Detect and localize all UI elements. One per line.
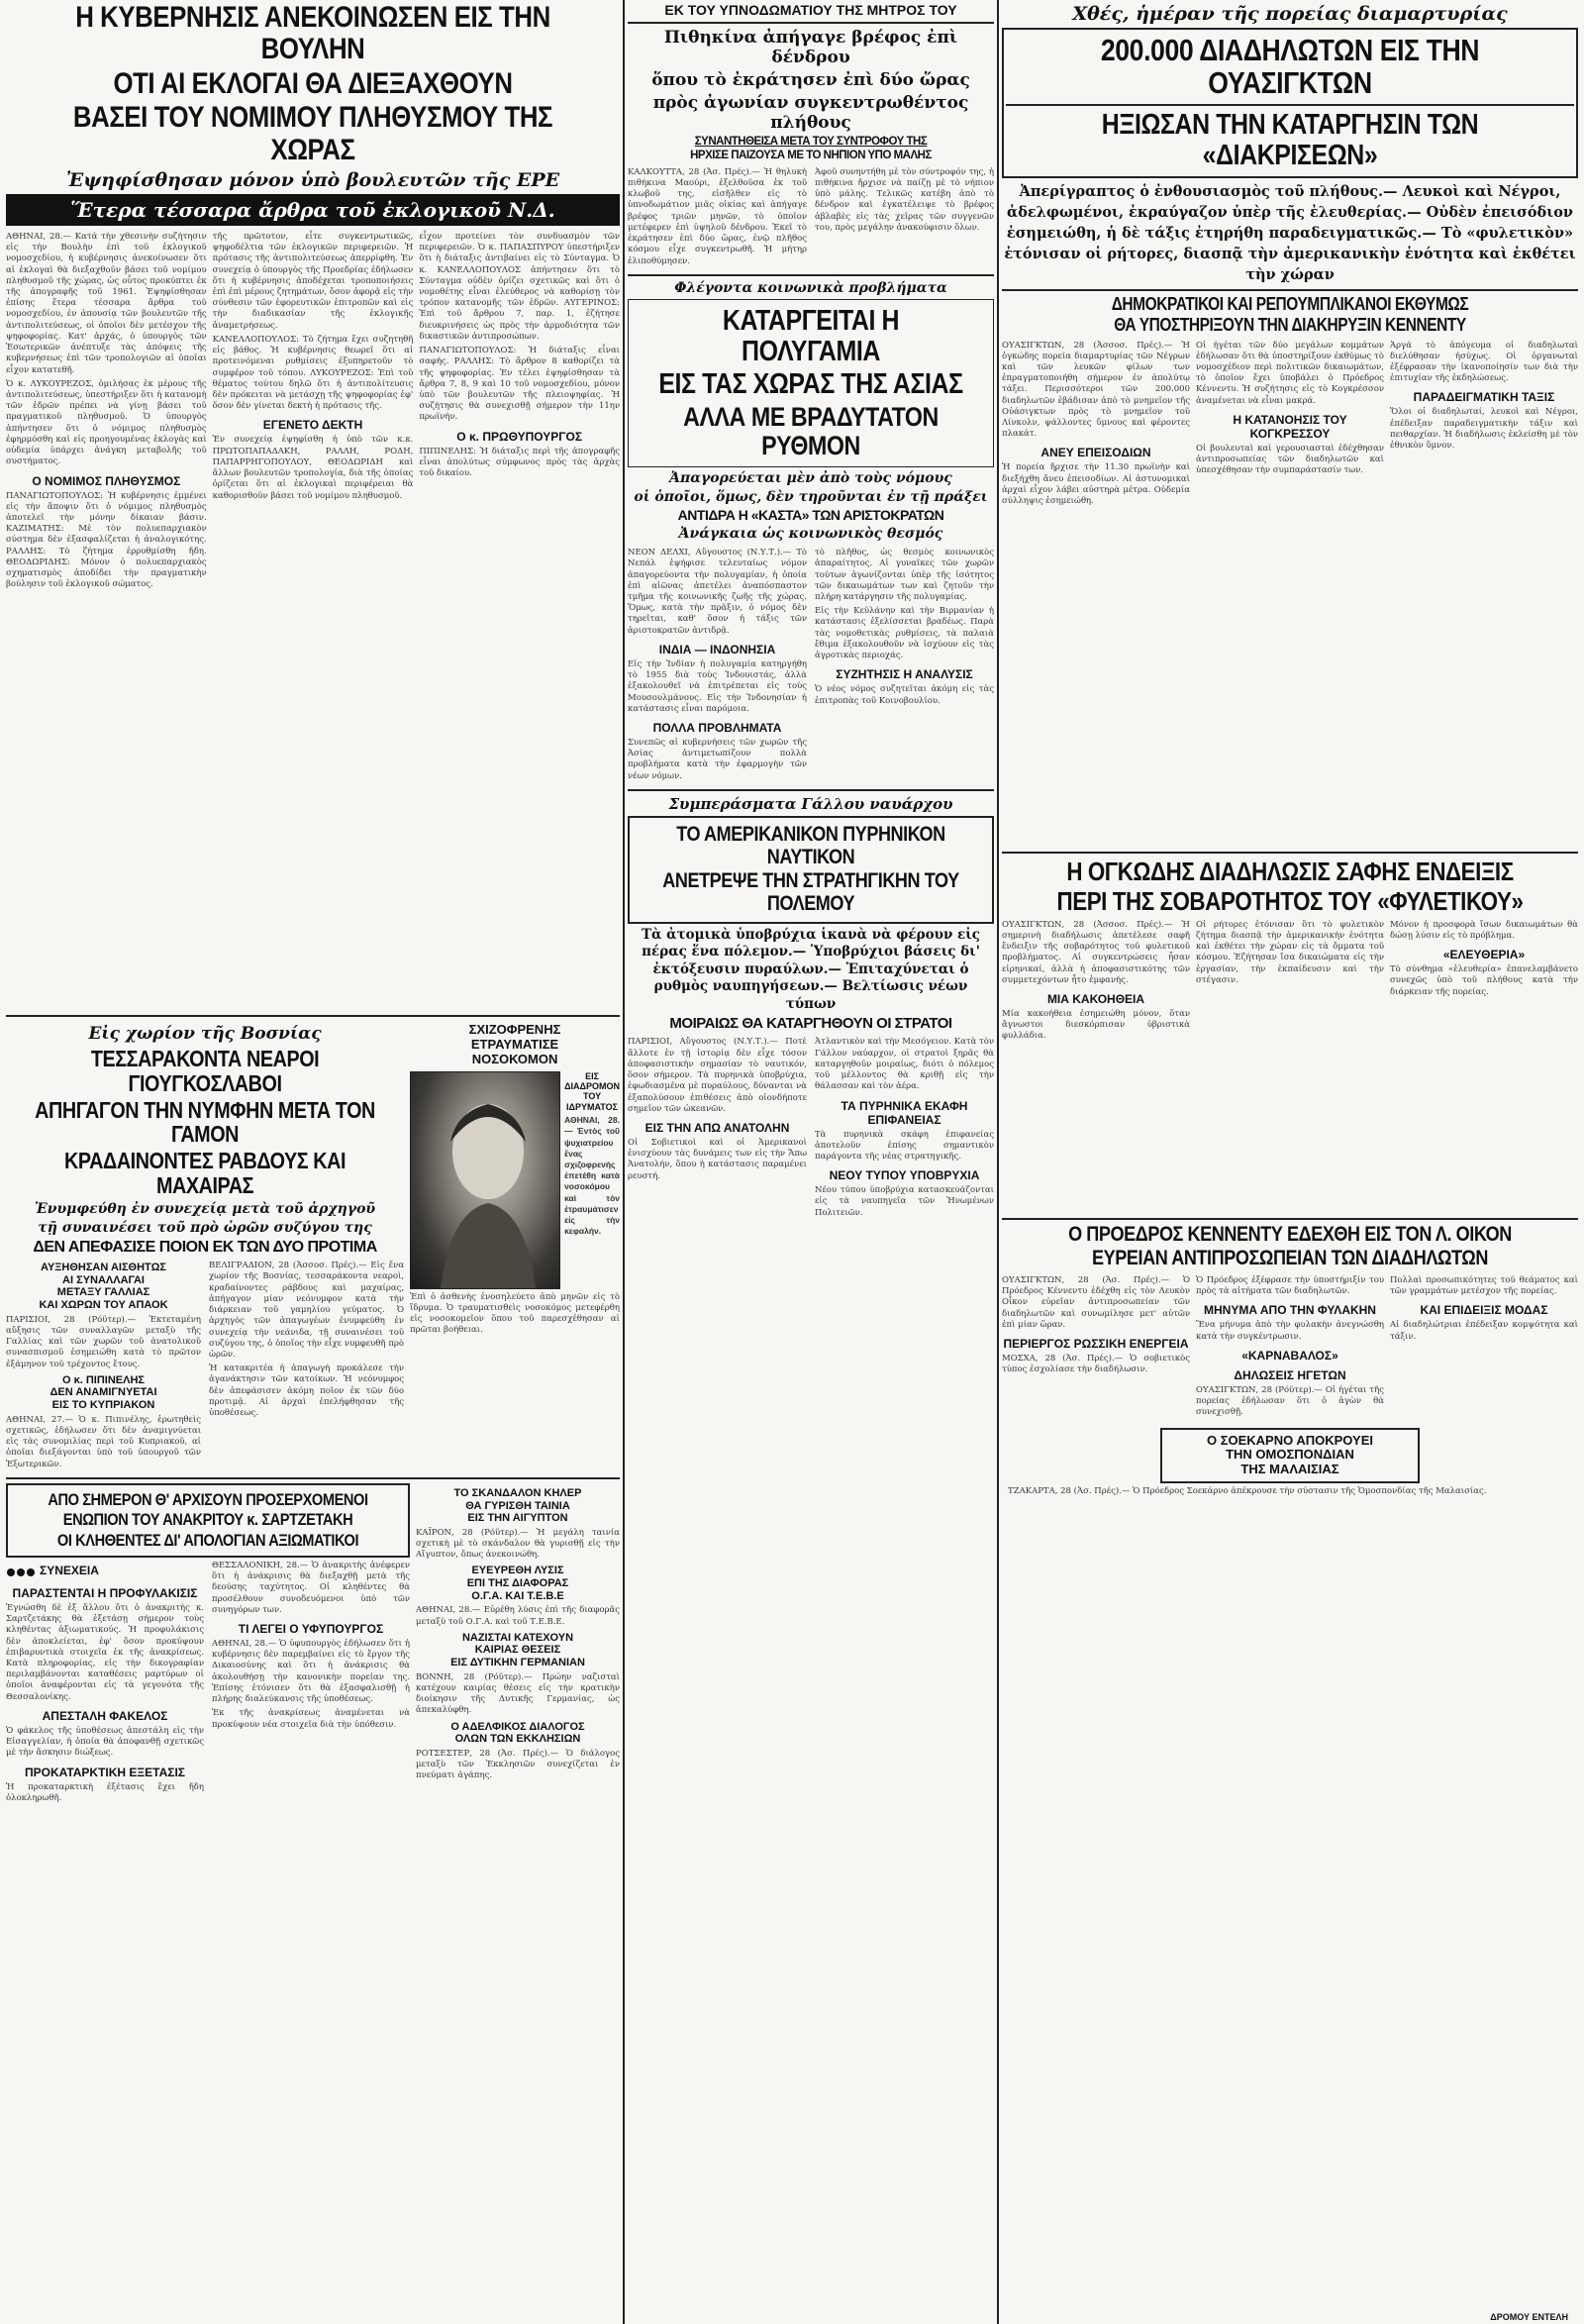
divider (6, 1477, 620, 1479)
demo-headline-2: ΠΕΡΙ ΤΗΣ ΣΟΒΑΡΟΤΗΤΟΣ ΤΟΥ «ΦΥΛΕΤΙΚΟΥ» (1056, 885, 1524, 916)
brief-line: ΑΙ ΣΥΝΑΛΛΑΓΑΙ (62, 1273, 145, 1286)
parties-article (1002, 295, 1578, 848)
section-heading: ΤΑ ΠΥΡΗΝΙΚΑ ΕΚΑΦΗ ΕΠΙΦΑΝΕΙΑΣ (841, 1098, 968, 1127)
body-text: ΑΘΗΝΑΙ, 28.— Εὑρέθη λύσις ἐπὶ τῆς διαφορᾶς μεταξὺ τοῦ Ο.Γ.Α. καὶ τοῦ Τ.Ε.Β.Ε. (416, 1605, 620, 1627)
section-heading: ΜΗΝΥΜΑ ΑΠΟ ΤΗΝ ΦΥΛΑΚΗΝ (1204, 1303, 1376, 1318)
headline-line: ΚΑΙΡΙΑΣ ΘΕΣΕΙΣ (474, 1644, 561, 1657)
body-text: ΑΘΗΝΑΙ, 28.— Ἐντὸς τοῦ ψυχιατρείου ἕνας σχιζοφρενὴς ἐπετέθη κατὰ νοσοκόμου καὶ τὸν ἐτραυμάτισεν εἰς τὴν κεφαλήν. (564, 1115, 620, 1237)
lead-body (6, 229, 620, 1011)
body-text: Πολλαὶ προσωπικότητες τοῦ θεάματος καὶ τῶν γραμμάτων μετέσχον τῆς πορείας. (1390, 1275, 1578, 1297)
body-text: Ἡ προκαταρκτικὴ ἐξέτασις ἔχει ἤδη ὁλοκληρωθῆ. (6, 1781, 204, 1803)
body-text: ΘΕΣΣΑΛΟΝΙΚΗ, 28.— Ὁ ἀνακριτὴς ἀνέφερεν ὅτι ἡ ἀνάκρισις θὰ διεξαχθῇ μετὰ τῆς δεούσης ταχύτητος. Οἱ κληθέντες θὰ προσέλθουν συνοδευόμενοι ὑπὸ τῶν συνηγόρων των. (212, 1560, 410, 1615)
body-text: Ἀργά τὸ ἀπόγευμα οἱ διαδηλωταὶ διελύθησαν ἡσύχως. Οἱ ὀργανωταὶ ἐξέφρασαν τὴν ἱκανοποίησίν των διὰ τὴν ἐπιτυχίαν τῆς ἐκδηλώσεως. (1390, 340, 1578, 384)
trial-body (6, 1558, 410, 1807)
divider (1002, 1218, 1578, 1220)
lead-headline-3: ΒΑΣΕΙ ΤΟΥ ΝΟΜΙΜΟΥ ΠΛΗΘΥΣΜΟΥ ΤΗΣ ΧΩΡΑΣ (72, 101, 553, 166)
march-article (1002, 3, 1578, 285)
bosnia-subhead-3: ΔΕΝ ΑΠΕΦΑΣΙΣΕ ΠΟΙΟΝ ΕΚ ΤΩΝ ΔΥΟ ΠΡΟΤΙΜΑ (33, 1238, 377, 1256)
divider (628, 789, 994, 791)
nazis-headline (416, 1632, 620, 1669)
section-heading: ΜΙΑ ΚΑΚΟΗΘΕΙΑ (1046, 991, 1145, 1006)
storm-article (628, 2, 994, 270)
headline-line: ΕΤΡΑΥΜΑΤΙΣΕ (470, 1036, 559, 1052)
navy-article (628, 795, 994, 1222)
demo-body (1002, 917, 1578, 1214)
trial-headline-3: ΟΙ ΚΛΗΘΕΝΤΕΣ ΔΙ' ΑΠΟΛΟΓΙΑΝ ΑΞΙΩΜΑΤΙΚΟΙ (56, 1530, 359, 1550)
body-text: Ἐπὶ ὁ ἀσθενὴς ἐνοσηλεύετο ἀπὸ μηνῶν εἰς τὸ ἵδρυμα. Ὁ τραυματισθεὶς νοσοκόμος μετεφέρθη εἰς νοσοκομεῖον ὅπου τοῦ παρεσχέθησαν αἱ πρῶται βοήθειαι. (410, 1291, 620, 1336)
body-text: ΠΑΝΑΓΙΩΤΟΠΟΥΛΟΣ: Ἡ διάταξις εἶναι σαφής. ΡΑΛΛΗΣ: Τὸ ἄρθρον 8 καθορίζει τὰ τῆς ψηφοφορίας. Ἐν τέλει ἐψηφίσθησαν τὰ ἄρθρα 7, 8, 9 καὶ 10 τοῦ νομοσχεδίου, μόνον ὑπὸ τῶν βουλευτῶν τῆς πλειοψηφίας. Ἡ συζήτησις θὰ συνεχισθῇ σήμερον τὴν 11ην πρωϊνήν. (419, 346, 620, 423)
body-text: Ἀτλαντικὸν καὶ τὴν Μεσόγειον. Κατὰ τὸν Γάλλον ναύαρχον, οἱ στρατοὶ ξηρᾶς θὰ καταργηθοῦν μοιραίως, διότι ὁ πόλεμος τοῦ μέλλοντος θὰ κριθῇ εἰς τὴν θάλασσαν καὶ τὸν ἀέρα. (815, 1037, 994, 1092)
bosnia-subhead-2: τῇ συναινέσει τοῦ πρὸ ὡρῶν συζύγου της (38, 1219, 372, 1236)
section-heading: ΕΙΣ ΤΗΝ ΑΠΩ ΑΝΑΤΟΛΗΝ (644, 1121, 790, 1135)
trial-article (6, 1483, 410, 1807)
oga-headline (416, 1565, 620, 1602)
section-heading: ΤΙ ΛΕΓΕΙ Ο ΥΦΥΠΟΥΡΓΟΣ (238, 1622, 384, 1637)
churches-headline (416, 1721, 620, 1746)
section-heading: ΠΑΡΑΣΤΕΝΤΑΙ Η ΠΡΟΦΥΛΑΚΙΣΙΣ (12, 1585, 198, 1600)
photo-row (410, 1071, 620, 1289)
section-heading: «ΚΑΡΝΑΒΑΛΟΣ» (1241, 1348, 1338, 1363)
section-heading: Η ΚΑΤΑΝΟΗΣΙΣ ΤΟΥ ΚΟΓΚΡΕΣΣΟΥ (1233, 412, 1347, 441)
lower-right-briefs (416, 1483, 620, 1807)
trial-headline-box (6, 1483, 410, 1558)
storm-body (628, 164, 994, 270)
section-heading: ΑΝΕΥ ΕΠΕΙΣΟΔΙΩΝ (1040, 446, 1151, 460)
navy-headline-1: ΤΟ ΑΜΕΡΙΚΑΝΙΚΟΝ ΠΥΡΗΝΙΚΟΝ ΝΑΥΤΙΚΟΝ (676, 822, 945, 868)
march-kicker: Χθές, ἡμέραν τῆς πορείας διαμαρτυρίας (1072, 3, 1508, 25)
lead-headline-1: Η ΚΥΒΕΡΝΗΣΙΣ ΑΝΕΚΟΙΝΩΣΕΝ ΕΙΣ ΤΗΝ ΒΟΥΛΗΝ (75, 1, 550, 66)
body-text: Ὁ Πρόεδρος ἐξέφρασε τὴν ὑποστήριξίν του πρὸς τὰ αἰτήματα τῶν διαδηλωτῶν. (1196, 1275, 1384, 1297)
sukarno-headline-box (1160, 1428, 1420, 1484)
body-text: Μία κακοήθεια ἐσημειώθη μόνον, ὅταν ἄγνωστοι διεσκόρπισαν ὑβριστικὰ φυλλάδια. (1002, 1008, 1190, 1042)
brief-headline-2 (6, 1374, 201, 1412)
section-heading: ΠΑΡΑΔΕΙΓΜΑΤΙΚΗ ΤΑΞΙΣ (1413, 390, 1555, 405)
body-text: Οἱ Σοβιετικοὶ καὶ οἱ Ἀμερικανοὶ ἐνισχύουν τὰς δυνάμεις των εἰς τὴν Ἄπω Ἀνατολήν, ὅπου ἡ κατάστασις παραμένει ρευστή. (628, 1138, 807, 1181)
body-text: τῆς πρῶτοτον, εἶτε συγκεντρωτικῶς, ψηφοδέλτια τῶν ἐκλογικῶν περιφερειῶν. Ἡ πρότασις τῆς ἀντιπολιτεύσεως ἀπερρίφθη. Ἐν συνεχείᾳ ὁ ὑπουργὸς τῆς Προεδρίας ἐδήλωσεν ὅτι ἡ κυβέρνησις ἀποδέχεται τροποποιήσεις ἐπὶ ἐπὶ μέρους ζητημάτων, ὅσον ἀφορᾷ εἰς τὴν σύνθεσιν τῶν ἐφορευτικῶν ἐπιτροπῶν καὶ εἰς τὴν διαδικασίαν τῆς ἐκλογικῆς ἀναμετρήσεως. (212, 231, 414, 331)
parties-body (1002, 338, 1578, 848)
parties-headline-1: ΔΗΜΟΚΡΑΤΙΚΟΙ ΚΑΙ ΡΕΠΟΥΜΠΛΙΚΑΝΟΙ ΕΚΘΥΜΩΣ (1111, 293, 1469, 314)
body-text: Ἐν συνεχείᾳ ἐψηφίσθη ἡ ὑπὸ τῶν κ.κ. ΠΡΩΤΟΠΑΠΑΔΑΚΗ, ΡΑΛΛΗ, ΡΟΔΗ, ΠΑΠΑΡΡΗΓΟΠΟΥΛΟΥ, ΘΕΟΔΩΡΙΔΗ καὶ ἄλλων βουλευτῶν τροπολογία, διὰ τῆς ὁποίας ὁρίζεται ὅτι αἱ ἐκλογικαὶ περιφέρειαι θὰ καθορισθοῦν βάσει τοῦ νομίμου πληθυσμοῦ. (212, 435, 414, 501)
lower-left-row (6, 1483, 620, 1807)
body-text: ΠΑΡΙΣΙΟΙ, Αὔγουστος (Ν.Υ.Τ.).— Ποτὲ ἄλλοτε ἐν τῇ ἱστορίᾳ δὲν εἶχε τόσον ἀποφασιστικὴν σημασίαν τὸ ναυτικόν, ὅσον σήμερον. Τὰ πυρηνικὰ ὑποβρύχια, ἐφωδιασμένα μὲ πυραύλους, δύνανται νὰ ἐξαπολύσουν ἐπιθέσεις ἀπὸ οἱονδήποτε σημεῖον τῶν ὠκεανῶν. (628, 1037, 807, 1114)
brief-line: ΜΕΤΑΞΥ ΓΑΛΛΙΑΣ (56, 1286, 150, 1299)
caption-line: ΤΟΥ ΙΔΡΥΜΑΤΟΣ (566, 1091, 619, 1112)
bosnia-subhead-1: Ἐνυμφεύθη ἐν συνεχείᾳ μετὰ τοῦ ἀρχηγοῦ (34, 1200, 376, 1217)
polygamy-subhead-1: Ἀπαγορεύεται μὲν ἀπὸ τοὺς νόμους (669, 470, 952, 487)
bosnia-headline-3: ΚΡΑΔΑΙΝΟΝΤΕΣ ΡΑΒΔΟΥΣ ΚΑΙ ΜΑΧΑΙΡΑΣ (64, 1148, 346, 1199)
headline-line: Ο.Γ.Α. ΚΑΙ Τ.Ε.Β.Ε (471, 1589, 564, 1602)
body-text: Τὸ σύνθημα «ἐλευθερία» ἐπανελαμβάνετο συνεχῶς ὑπὸ τοῦ πλήθους κατὰ τὴν διάρκειαν τῆς πορείας. (1390, 964, 1578, 997)
headline-line: ΕΥΕΥΡΕΘΗ ΛΥΣΙΣ (471, 1565, 564, 1577)
continued-label: ΣΥΝΕΧΕΙΑ (40, 1564, 99, 1578)
brief-line: ΕΙΣ ΤΟ ΚΥΠΡΙΑΚΟΝ (51, 1399, 155, 1412)
kennedy-headline-2: ΕΥΡΕΙΑΝ ΑΝΤΙΠΡΟΣΩΠΕΙΑΝ ΤΩΝ ΔΙΑΔΗΛΩΤΩΝ (1092, 1247, 1488, 1270)
body-text: Ἀφοῦ συνηντήθη μὲ τὸν σύντροφόν της, ἡ πιθήκινα ἤρχισε νὰ παίζῃ μὲ τὸ νήπιον ὑπὸ μάλης. Τελικῶς κατέβη ἀπὸ τὸ δένδρον καὶ ἐγκατέλειψε τὸ βρέφος ἀβλαβὲς εἰς τὰς χεῖρας τῶν συγγενῶν του, πρὸς μεγάλην ἀνακούφισιν ὅλων. (815, 166, 994, 233)
body-text: Συνεπῶς αἱ κυβερνήσεις τῶν χωρῶν τῆς Ἀσίας ἀντιμετωπίζουν πολλὰ προβλήματα κατὰ τὴν ἐφαρμογὴν τῶν νέων νόμων. (628, 737, 807, 781)
body-text: ΟΥΑΣΙΓΚΤΩΝ, 28 (Ρόϋτερ).— Οἱ ἡγέται τῆς πορείας ἐδήλωσαν ὅτι ὁ ἀγὼν θὰ συνεχισθῇ. (1196, 1384, 1384, 1418)
polygamy-subhead-2: οἱ ὁποῖοι, ὅμως, δὲν τηροῦνται ἐν τῇ πράξει (634, 489, 988, 506)
brief-line: ΚΑΙ ΧΩΡΩΝ ΤΟΥ ΑΠΑΟΚ (39, 1299, 168, 1312)
divider (1002, 852, 1578, 854)
polygamy-headline-1: ΚΑΤΑΡΓΕΙΤΑΙ Η ΠΟΛΥΓΑΜΙΑ (722, 304, 900, 368)
body-text: Νέου τύπου ὑποβρύχια κατασκευάζονται εἰς τὰ ναυπηγεῖα τῶν Ἡνωμένων Πολιτειῶν. (815, 1185, 994, 1218)
caption-line: ΕΙΣ ΔΙΑΔΡΟΜΟΝ (564, 1070, 620, 1092)
body-text: ΠΙΠΙΝΕΛΗΣ: Ἡ διάταξις περὶ τῆς ἀπογραφῆς εἶναι ἀπολύτως σύμφωνος πρὸς τὰς ἀρχὰς τοῦ δικαίου. (419, 446, 620, 479)
headline-line: ΝΑΖΙΣΤΑΙ ΚΑΤΕΧΟΥΝ (461, 1631, 574, 1644)
polygamy-headline-2: ΕΙΣ ΤΑΣ ΧΩΡΑΣ ΤΗΣ ΑΣΙΑΣ (658, 368, 963, 401)
navy-subhead: Τὰ ἀτομικὰ ὑποβρύχια ἱκανὰ νὰ φέρουν εἰς πέρας ἕνα πόλεμον.— Ὑποβρύχιοι βάσεις δι' ἐκτόξευσιν πυραύλων.— Ἐπιταχύνεται ὁ ρυθμὸς ναυπηγήσεων.— Βελτίωσις νέων τύπων (641, 926, 981, 1012)
section-heading: ΑΠΕΣΤΑΛΗ ΦΑΚΕΛΟΣ (42, 1708, 168, 1723)
center-column (628, 0, 994, 2324)
body-text: εἶχον προτείνει τὸν συνδυασμὸν τῶν περιφερειῶν. Ὁ κ. ΠΑΠΑΣΠΥΡΟΥ ὑπεστήριξεν ὅτι ἡ διάταξις ἀντιβαίνει εἰς τὸ Σύνταγμα. Ὁ κ. ΚΑΝΕΛΛΟΠΟΥΛΟΣ ἀπήντησεν ὅτι τὸ Σύνταγμα οὐδὲν ὁρίζει σχετικῶς καὶ ὅτι ὁ νομοθέτης εἶναι ἐλεύθερος νὰ καθορίσῃ τὸν τρόπον κατανομῆς τῶν ἑδρῶν. ΑΥΓΕΡΙΝΟΣ: Ἐπὶ τοῦ ἄρθρου 7, παρ. 1, ἐζήτησε διευκρινήσεις ὡς πρὸς τὴν ἀρμοδιότητα τῶν δικαστικῶν ἀντιπροσώπων. (419, 231, 620, 342)
navy-body (628, 1034, 994, 1221)
body-text: τὸ πλῆθος, ὡς θεσμὸς κοινωνικὸς ἀπαραίτητος. Αἱ γυναῖκες τῶν χωρῶν τούτων ἀγωνίζονται ὑπὲρ τῆς ἰσότητος τῶν δικαιωμάτων των καὶ ζητοῦν τὴν πλήρη κατάργησιν τῆς πολυγαμίας. (815, 548, 994, 603)
storm-kicker: ΕΚ ΤΟΥ ΥΠΝΟΔΩΜΑΤΙΟΥ ΤΗΣ ΜΗΤΡΟΣ ΤΟΥ (664, 2, 957, 18)
headline-line: ΝΟΣΟΚΟΜΟΝ (471, 1051, 558, 1066)
divider (6, 1015, 620, 1017)
section-heading: ΔΗΛΩΣΕΙΣ ΗΓΕΤΩΝ (1234, 1367, 1346, 1382)
lead-subhead-1: Ἐψηφίσθησαν μόνον ὑπὸ βουλευτῶν τῆς ΕΡΕ (65, 168, 560, 191)
section-heading: ΝΕΟΥ ΤΥΠΟΥ ΥΠΟΒΡΥΧΙΑ (829, 1168, 980, 1183)
body-text: ΜΟΣΧΑ, 28 (Ἀσ. Πρές).— Ὁ σοβιετικὸς τύπος ἐσχολίασε τὴν διαδήλωσιν. (1002, 1354, 1190, 1375)
section-heading: ΣΥΖΗΤΗΣΙΣ Η ΑΝΑΛΥΣΙΣ (836, 667, 973, 682)
body-text: Ἐγνώσθη δὲ ἐξ ἄλλου ὅτι ὁ ἀνακριτὴς κ. Σαρτζετάκης θὰ ἐξετάσῃ σήμερον τοὺς κληθέντας ἀξιωματικούς. Ἡ προφυλάκισις δὲν ἀποκλείεται, ἐφ' ὅσον προκύψουν ἐπιβαρυντικὰ στοιχεῖα ἐκ τῆς ἀνακρίσεως. Κατὰ πληροφορίας, εἰς τὴν δικογραφίαν περιλαμβάνονται καταθέσεις μαρτύρων οἱ ὁποῖοι ἀναφέρονται εἰς τὰ γεγονότα τῆς Θεσσαλονίκης. (6, 1602, 204, 1702)
headline-line: ΣΧΙΖΟΦΡΕΝΗΣ (468, 1021, 561, 1037)
storm-headline-3: πρὸς ἀγωνίαν συγκεντρωθέντος πλήθους (652, 93, 969, 133)
headline-line: Ο ΑΔΕΛΦΙΚΟΣ ΔΙΑΛΟΓΟΣ (450, 1720, 585, 1733)
body-text: Ἡ κατακριτέα ἡ ἀπαγωγὴ προκάλεσε τὴν ἀγανάκτησιν τῶν κατοίκων. Ἡ νεόνυμφος δὲν ἀπεφάσισεν ἀκόμη ποῖον ἐκ τῶν δύο προτιμᾷ. Αἱ ἀρχαὶ ἐπελήφθησαν τῆς ὑποθέσεως. (209, 1364, 405, 1419)
divider (628, 274, 994, 276)
headline-line: ΤΟ ΣΚΑΝΔΑΛΟΝ ΚΗΛΕΡ (453, 1486, 582, 1499)
section-heading: ΙΝΔΙΑ — ΙΝΔΟΝΗΣΙΑ (658, 642, 776, 657)
section-heading: «ΕΛΕΥΘΕΡΙΑ» (1442, 948, 1526, 962)
headline-line: ΘΑ ΓΥΡΙΣΘΗ ΤΑΙΝΙΑ (465, 1499, 570, 1512)
polygamy-kicker: Φλέγοντα κοινωνικὰ προβλήματα (674, 279, 947, 296)
body-text: Μόνον ἡ προσφορὰ ἴσων δικαιωμάτων θὰ δώσῃ λύσιν εἰς τὸ πρόβλημα. (1390, 919, 1578, 941)
headline-line: ΕΠΙ ΤΗΣ ΔΙΑΦΟΡΑΣ (466, 1577, 569, 1590)
brief-line: ΔΕΝ ΑΝΑΜΙΓΝΥΕΤΑΙ (50, 1386, 157, 1399)
lead-article (6, 2, 620, 1011)
body-text: Οἱ ἡγέται τῶν δύο μεγάλων κομμάτων ἐδήλωσαν ὅτι θὰ ὑποστηρίξουν ἐκθύμως τὸ νομοσχέδιον περὶ πολιτικῶν δικαιωμάτων, τὸ ὁποῖον ἔχει ὑποβάλει ὁ Πρόεδρος Κέννεντυ. Ἡ συζήτησις εἰς τὸ Κογκρέσσον ἀναμένεται νὰ εἶναι μακρά. (1196, 340, 1384, 406)
sukarno-headline-1: Ο ΣΟΕΚΑΡΝΟ ΑΠΟΚΡΟΥΕΙ (1206, 1432, 1374, 1448)
bosnia-kicker: Εἰς χωρίον τῆς Βοσνίας (88, 1023, 322, 1044)
body-text: Ἕνα μήνυμα ἀπὸ τὴν φυλακὴν ἀνεγνώσθη κατὰ τὴν συγκέντρωσιν. (1196, 1320, 1384, 1342)
divider (628, 22, 994, 24)
body-text: Ὁ φάκελος τῆς ὑποθέσεως ἀπεστάλη εἰς τὴν Εἰσαγγελίαν, ἡ ὁποία θὰ ἀποφανθῇ σχετικῶς μὲ τὴν ἄσκησιν διώξεως. (6, 1725, 204, 1759)
body-text: ΒΕΛΙΓΡΑΔΙΟΝ, 28 (Ἀσσοσ. Πρές).— Εἰς ἕνα χωρίον τῆς Βοσνίας, τεσσαράκοντα νεαροὶ, κραδαίνοντες ράβδους καὶ μαχαίρας, ἀπήγαγον μίαν νεόνυμφον κατὰ τὴν διάρκειαν τοῦ γαμηλίου γεύματος. Ὁ ἀρχηγὸς τῶν ἀπαγωγέων ἐνυμφεύθη ἐν συνεχείᾳ τὴν νεάνιδα, τῇ συναινέσει τοῦ συζύγου της, ὁ ὁποῖος τὴν εἶχε νυμφευθῆ πρὸ ὡρῶν. (209, 1261, 405, 1360)
navy-subhead-2: ΜΟΙΡΑΙΩΣ ΘΑ ΚΑΤΑΡΓΗΘΟΥΝ ΟΙ ΣΤΡΑΤΟΙ (669, 1015, 952, 1033)
body-text: Τὰ πυρηνικὰ σκάφη ἐπιφανείας ἀποτελοῦν ἐπίσης σημαντικὸν παράγοντα τῆς νέας στρατηγικῆς. (815, 1129, 994, 1162)
bosnia-body (6, 1258, 404, 1473)
body-text: Ἐκ τῆς ἀνακρίσεως ἀναμένεται νὰ προκύψουν νέα στοιχεῖα διὰ τὴν ὑπόθεσιν. (212, 1708, 410, 1730)
body-text: ΒΟΝΝΗ, 28 (Ρόϋτερ).— Πρώην ναζισταὶ κατέχουν καιρίας θέσεις εἰς τὴν κρατικὴν διοίκησιν τῆς Δυτικῆς Γερμανίας, ὡς ἀπεκαλύφθη. (416, 1671, 620, 1716)
portrait-photo (410, 1071, 560, 1289)
body-text: ΟΥΑΣΙΓΚΤΩΝ, 28 (Ἀσ. Πρές).— Ὁ Πρόεδρος Κέννεντυ ἐδέχθη εἰς τὸν Λευκὸν Οἶκον εὐρεῖαν ἀντιπροσωπείαν τῶν διαδηλωτῶν καὶ συνωμίλησε μετ' αὐτῶν ἐπὶ μίαν ὥραν. (1002, 1275, 1190, 1330)
section-heading: ΠΡΟΚΑΤΑΡΚΤΙΚΗ ΕΞΕΤΑΣΙΣ (24, 1765, 186, 1779)
left-column (6, 0, 620, 2324)
storm-headline-2: ὅπου τὸ ἐκράτησεν ἐπὶ δύο ὥρας (651, 70, 970, 90)
storm-subhead-1: ΣΥΝΑΝΤΗΘΕΙΣΑ ΜΕΤΑ ΤΟΥ ΣΥΝΤΡΟΦΟΥ ΤΗΣ (694, 136, 928, 148)
photo-side-caption (564, 1071, 620, 1289)
navy-kicker: Συμπεράσματα Γάλλου ναυάρχου (668, 794, 953, 813)
kehler-headline (416, 1487, 620, 1525)
headline-line: ΕΙΣ ΔΥΤΙΚΗΝ ΓΕΡΜΑΝΙΑΝ (450, 1657, 585, 1669)
polygamy-headline-3: ΑΛΛΑ ΜΕ ΒΡΑΔΥΤΑΤΟΝ ΡΥΘΜΟΝ (683, 401, 939, 460)
trial-headline-2: ΕΝΩΠΙΟΝ ΤΟΥ ΑΝΑΚΡΙΤΟΥ κ. ΣΑΡΤΖΕΤΑΚΗ (62, 1510, 353, 1530)
march-headline-box (1002, 28, 1578, 178)
sukarno-headline-2: ΤΗΝ ΟΜΟΣΠΟΝΔΙΑΝ (1226, 1447, 1354, 1463)
kennedy-headline-1: Ο ΠΡΟΕΔΡΟΣ ΚΕΝΝΕΝΤΥ ΕΔΕΧΘΗ ΕΙΣ ΤΟΝ Λ. ΟΙΚΟΝ (1068, 1222, 1512, 1246)
navy-headline-2: ΑΝΕΤΡΕΨΕ ΤΗΝ ΣΤΡΑΤΗΓΙΚΗΝ ΤΟΥ ΠΟΛΕΜΟΥ (662, 869, 959, 915)
body-text: Ὁ νέος νόμος συζητεῖται ἀκόμη εἰς τὰς ἐπιτροπὰς τοῦ Κοινοβουλίου. (815, 684, 994, 706)
polygamy-subhead-3: ΑΝΤΙΔΡΑ Η «ΚΑΣΤΑ» ΤΩΝ ΑΡΙΣΤΟΚΡΑΤΩΝ (677, 507, 944, 524)
body-text: Αἱ διαδηλώτριαι ἐπέδειξαν κομψότητα καὶ τάξιν. (1390, 1320, 1578, 1342)
body-text: Οἱ ρήτορες ἐτόνισαν ὅτι τὸ φυλετικὸν ζήτημα διασπᾷ τὴν ἀμερικανικὴν ἑνότητα καὶ ἐκθέτει τὴν χώραν εἰς τὰ ὄμματα τοῦ κόσμου. Ἐζήτησαν ἴσα δικαιώματα εἰς τὴν ἐργασίαν, τὴν ἐκπαίδευσιν καὶ τὴν στέγασιν. (1196, 919, 1384, 985)
polygamy-article (628, 280, 994, 785)
body-text: Οἱ βουλευταὶ καὶ γερουσιασταὶ ἐδέχθησαν ἀντιπροσωπείας τῶν διαδηλωτῶν καὶ ὑπεσχέθησαν τὴν συμπαράστασίν των. (1196, 443, 1384, 476)
photo-story-headline (410, 1023, 620, 1067)
kennedy-body (1002, 1272, 1578, 1422)
body-text: ΤΖΑΚΑΡΤΑ, 28 (Ἀσ. Πρές).— Ὁ Πρόεδρος Σοεκάρνο ἀπέκρουσε τὴν σύστασιν τῆς Ὁμοσπονδίας τῆς Μαλαισίας. (1008, 1486, 1487, 1497)
body-text: ΑΘΗΝΑΙ, 27.— Ὁ κ. Πιπινέλης, ἐρωτηθεὶς σχετικῶς, ἐδήλωσεν ὅτι δὲν ἀναμιγνύεται εἰς τὰς συνομιλίας περὶ τοῦ Κυπριακοῦ, αἱ ὁποῖαι διεξάγονται ὑπὸ τοῦ ὑπουργοῦ τῶν Ἐξωτερικῶν. (6, 1414, 202, 1469)
march-headline-1: 200.000 ΔΙΑΔΗΛΩΤΩΝ ΕΙΣ ΤΗΝ ΟΥΑΣΙΓΚΤΩΝ (1100, 33, 1480, 101)
divider (1006, 104, 1574, 106)
brief-headline-1 (6, 1262, 201, 1312)
section-heading: ΠΟΛΛΑ ΠΡΟΒΛΗΜΑΤΑ (652, 720, 782, 735)
body-text: Ἡ πορεία ἤρχισε τὴν 11.30 πρωϊνὴν καὶ διεξήχθη ἄνευ ἐπεισοδίων. Αἱ ἀστυνομικαὶ ἀρχαὶ εἶχον λάβει αὐστηρὰ μέτρα. Οὐδεμία σύλληψις ἐσημειώθη. (1002, 462, 1190, 507)
body-text: Ὅλοι οἱ διαδηλωταί, λευκοὶ καὶ Νέγροι, ἐπέδειξαν παραδειγματικὴν τάξιν καὶ πειθαρχίαν. Ἡ διαδήλωσις ἐκλείσθη μὲ τὸν ἐθνικὸν ὕμνον. (1390, 407, 1578, 452)
bullet-icon (6, 1562, 36, 1580)
march-subhead: Ἀπερίγραπτος ὁ ἐνθουσιασμὸς τοῦ πλήθους.— Λευκοὶ καὶ Νέγροι, ἀδελφωμένοι, ἐκραύγαζον ὑπὲρ τῆς ἐλευθερίας.— Οὐδὲν ἐπεισόδιον ἐσημειώθη, ἡ δὲ τάξις ἐτηρήθη παραδειγματικῶς.— Τὸ «φυλετικὸν» ἐτόνισαν οἱ ρήτορες, διασπᾷ τὴν ἀμερικανικὴν ἑνότητα καὶ ἐκθέτει τὴν χώραν (1004, 182, 1576, 283)
section-heading: Ο κ. ΠΡΩΘΥΠΟΥΡΓΟΣ (456, 429, 583, 444)
sukarno-headline-3: ΤΗΣ ΜΑΛΑΙΣΙΑΣ (1240, 1462, 1339, 1477)
photo-story (410, 1021, 620, 1473)
lead-subhead-2: Ἕτερα τέσσαρα ἄρθρα τοῦ ἐκλογικοῦ Ν.Δ. (6, 194, 620, 226)
section-heading: Ο ΝΟΜΙΜΟΣ ΠΛΗΘΥΣΜΟΣ (32, 473, 181, 488)
demo-headline-1: Η ΟΓΚΩΔΗΣ ΔΙΑΔΗΛΩΣΙΣ ΣΑΦΗΣ ΕΝΔΕΙΞΙΣ (1066, 856, 1514, 886)
column-rule (623, 0, 625, 2324)
march-headline-2: ΗΞΙΩΣΑΝ ΤΗΝ ΚΑΤΑΡΓΗΣΙΝ ΤΩΝ «ΔΙΑΚΡΙΣΕΩΝ» (1101, 108, 1479, 172)
right-column (1002, 0, 1578, 2324)
body-text: ΚΑΛΚΟΥΤΤΑ, 28 (Ἀσ. Πρές).— Ἡ θηλυκὴ πιθήκινα Μαούρι, ἐξελθοῦσα ἐκ τοῦ κλωβοῦ της, εἰσῆλθεν εἰς τὸ ὑπνοδωμάτιον μιᾶς οἰκίας καὶ ἀπήγαγε βρέφος τριῶν μηνῶν, τὸ ὁποῖον μετέφερεν ἐπὶ ὑψηλοῦ δένδρου. Ἐκεῖ τὸ ἐκράτησεν ἐπὶ δύο ὥρας, ἐνῷ πλῆθος κόσμου εἶχε συγκεντρωθῆ. Ἡ μήτηρ ἐλιποθύμησεν. (628, 166, 807, 266)
body-text: Ὁ κ. ΛΥΚΟΥΡΕΖΟΣ, ὁμιλήσας ἐκ μέρους τῆς ἀντιπολιτεύσεως, ὑπεστήριξεν ὅτι ἡ κατανομὴ τῶν ἑδρῶν πρέπει νὰ γίνῃ βάσει τοῦ πραγματικοῦ πληθυσμοῦ. Ὁ ὑπουργὸς ἀπήντησεν ὅτι ὁ νόμιμος πληθυσμὸς ἐφηρμόσθη καὶ εἰς προηγουμένας ἐκλογὰς καὶ οὐδεμία ὑπάρχει ἀνάγκη μεταβολῆς τοῦ συστήματος. (6, 378, 207, 467)
footer-stamp: ΔΡΟΜΟΥ ΕΝΤΕΛΗ (1490, 2312, 1568, 2322)
body-text: ΡΟΤΣΕΣΤΕΡ, 28 (Ἀσ. Πρές).— Ὁ διάλογος μεταξὺ τῶν Ἐκκλησιῶν συνεχίζεται ἐν πνεύματι ἀγάπης. (416, 1748, 620, 1781)
section-heading: ΕΓΕΝΕΤΟ ΔΕΚΤΗ (262, 418, 363, 433)
brief-line: Ο κ. ΠΙΠΙΝΕΛΗΣ (62, 1373, 146, 1386)
storm-headline-1: Πιθηκίνα ἀπήγαγε βρέφος ἐπὶ δένδρου (663, 28, 958, 67)
brief-line: ΑΥΞΗΘΗΣΑΝ ΑΙΣΘΗΤΩΣ (41, 1262, 166, 1274)
polygamy-subhead-4: Ἀνάγκαια ὡς κοινωνικὸς θεσμός (678, 526, 943, 543)
body-text: Εἰς τὴν Ἰνδίαν ἡ πολυγαμία κατηργήθη τὸ 1955 διὰ τοὺς Ἰνδουιστάς, ἀλλὰ ἐξακολουθεῖ νὰ ἐπιτρέπεται εἰς τοὺς Μουσουλμάνους. Εἰς τὴν Ἰνδονησίαν ἡ κατάστασις εἶναι παρόμοια. (628, 658, 807, 714)
bosnia-and-photo-row (6, 1021, 620, 1473)
navy-headline-box (628, 816, 994, 924)
body-text: ΠΑΝΑΓΙΩΤΟΠΟΥΛΟΣ: Ἡ κυβέρνησις ἐμμένει εἰς τὴν ἄποψιν ὅτι ὁ νόμιμος πληθυσμὸς ἀποτελεῖ τὴν μόνην δίκαιαν βάσιν. ΚΑΖΙΜΑΤΗΣ: Μὲ τὸν πολυεπαρχιακὸν σύστημα δὲν ἐξασφαλίζεται ἡ ἀναλογικότης. ΡΑΛΛΗΣ: Τὸ ζήτημα ἐρρυθμίσθη ἤδη. ΘΕΟΔΩΡΙΔΗΣ: Μόνον ὁ πολυεπαρχιακὸς σχηματισμὸς ἀποδίδει τὴν πραγματικὴν βούλησιν τοῦ ἐκλογικοῦ σώματος. (6, 490, 207, 590)
divider (1002, 289, 1578, 291)
body-text: ΑΘΗΝΑΙ, 28.— Ὁ ὑφυπουργὸς ἐδήλωσεν ὅτι ἡ κυβέρνησις δὲν παρεμβαίνει εἰς τὸ ἔργον τῆς Δικαιοσύνης καὶ ὅτι ἡ ἀνάκρισις θὰ ἀκολουθήσῃ τὴν κανονικὴν πορείαν της. Ἐπίσης ἐτόνισεν ὅτι θὰ ἐξασφαλισθῇ ἡ πλήρης διαλεύκανσις τῆς ὑποθέσεως. (212, 1639, 410, 1705)
polygamy-body (628, 545, 994, 785)
section-heading: ΚΑΙ ΕΠΙΔΕΙΞΙΣ ΜΟΔΑΣ (1420, 1303, 1548, 1318)
body-text: ΚΑΝΕΛΛΟΠΟΥΛΟΣ: Τὸ ζήτημα ἔχει συζητηθῆ εἰς βάθος. Ἡ κυβέρνησις θεωρεῖ ὅτι αἱ προτεινόμεναι ρυθμίσεις ἐξυπηρετοῦν τὸ συμφέρον τοῦ τόπου. ΛΥΚΟΥΡΕΖΟΣ: Ἐπὶ τοῦ θέματος τούτου δηλῶ ὅτι ἡ ἀντιπολίτευσις δὲν πρόκειται νὰ μετάσχῃ τῆς ψηφοφορίας ἐφ' ὅσον δὲν γίνεται δεκτὴ ἡ πρότασις τῆς. (212, 334, 414, 412)
bosnia-article (6, 1021, 404, 1473)
section-heading: ΠΕΡΙΕΡΓΟΣ ΡΩΣΣΙΚΗ ΕΝΕΡΓΕΙΑ (1003, 1337, 1189, 1352)
continuation-marker (6, 1562, 204, 1580)
storm-subhead-2: ΗΡΧΙΣΕ ΠΑΙΖΟΥΣΑ ΜΕ ΤΟ ΝΗΠΙΟΝ ΥΠΟ ΜΑΛΗΣ (690, 150, 932, 162)
demo-article (1002, 858, 1578, 1214)
bosnia-headline-2: ΑΠΗΓΑΓΟΝ ΤΗΝ ΝΥΜΦΗΝ ΜΕΤΑ ΤΟΝ ΓΑΜΟΝ (35, 1096, 375, 1148)
body-text: ΟΥΑΣΙΓΚΤΩΝ, 28 (Ἀσσοσ. Πρές).— Ἡ σημερινὴ διαδήλωσις ἀπετέλεσε σαφῆ ἔνδειξιν τῆς σοβαρότητος τοῦ φυλετικοῦ προβλήματος. Αἱ συγκεντρώσεις ἦσαν εἰρηνικαί, ἀλλὰ ἡ ἀποφασιστικότης τῶν συμμετεχόντων ἦτο ἐμφανής. (1002, 919, 1190, 985)
body-text: ΚΑΪΡΟΝ, 28 (Ρόϋτερ).— Ἡ μεγάλη ταινία σχετικὴ μὲ τὸ σκάνδαλον θὰ γυρισθῇ εἰς τὴν Αἴγυπτον, ὅπως ἀνεκοινώθη. (416, 1527, 620, 1561)
body-text: ΠΑΡΙΣΙΟΙ, 28 (Ρόϋτερ).— Ἐκτεταμένη αὔξησις τῶν συναλλαγῶν μεταξὺ τῆς Γαλλίας καὶ τῶν χωρῶν τοῦ ἀνατολικοῦ συνασπισμοῦ ἐσημειώθη κατὰ τὸ πρῶτον ἑξάμηνον τοῦ τρέχοντος ἔτους. (6, 1314, 202, 1369)
portrait-photo-icon (411, 1072, 559, 1288)
polygamy-headline-box (628, 299, 994, 467)
bosnia-headline-1: ΤΕΣΣΑΡΑΚΟΝΤΑ ΝΕΑΡΟΙ ΓΙΟΥΓΚΟΣΛΑΒΟΙ (90, 1045, 320, 1096)
body-text: Εἰς τὴν Κεϋλάνην καὶ τὴν Βιρμανίαν ἡ κατάστασις ἐξελίσσεται βραδέως. Παρὰ τὰς νομοθετικὰς ρυθμίσεις, τὰ παλαιὰ ἔθιμα ἐξακολουθοῦν νὰ ἰσχύουν εἰς τὰς ἀγροτικὰς περιοχάς. (815, 606, 994, 661)
body-text: ΑΘΗΝΑΙ, 28.— Κατά τὴν χθεσινὴν συζήτησιν εἰς τὴν Βουλὴν ἐπὶ τοῦ ἐκλογικοῦ νομοσχεδίου, ἡ κυβέρνησις ἀνεκοίνωσεν ὅτι αἱ ἐκλογαὶ θὰ διεξαχθοῦν βάσει τοῦ νομίμου πληθυσμοῦ τῆς χώρας, ὡς οὗτος προκύπτει ἐκ τῆς ἀπογραφῆς τοῦ 1961. Ἐψηφίσθησαν ἐπίσης ἕτερα τέσσαρα ἄρθρα τοῦ νομοσχεδίου, ἐν ἀπουσίᾳ τῶν βουλευτῶν τῆς ἀντιπολιτεύσεως, οἱ ὁποῖοι δὲν μετέσχον τῆς ψηφοφορίας. Κατ' ἀρχάς, ὁ ὑπουργὸς τῶν Ἐσωτερικῶν ἀνέπτυξε τὰς ἀπόψεις τῆς κυβερνήσεως ἐπὶ τῶν τροπολογιῶν αἱ ὁποῖαι εἶχον κατατεθῆ. (6, 231, 207, 375)
headline-line: ΕΙΣ ΤΗΝ ΑΙΓΥΠΤΟΝ (467, 1512, 568, 1525)
lead-headline-2: ΟΤΙ ΑΙ ΕΚΛΟΓΑΙ ΘΑ ΔΙΕΞΑΧΘΟΥΝ (113, 66, 513, 100)
column-rule (997, 0, 999, 2324)
trial-headline-1: ΑΠΟ ΣΗΜΕΡΟΝ Θ' ΑΡΧΙΣΟΥΝ ΠΡΟΣΕΡΧΟΜΕΝΟΙ (48, 1489, 368, 1509)
body-text: ΟΥΑΣΙΓΚΤΩΝ, 28 (Ἀσσοσ. Πρές).— Ἡ ὀγκώδης πορεία διαμαρτυρίας τῶν Νέγρων καὶ τῶν λευκῶν φίλων των ἐπραγματοποιήθη σήμερον ἐν ἀπολύτῳ τάξει. Περισσότεροι τῶν 200.000 διαδηλωτῶν ἐβάδισαν ἀπὸ τὸ μνημεῖον τῆς Οὐάσιγκτων πρὸς τὸ μνημεῖον τοῦ Λίνκολν, ψάλλοντες ὕμνους καὶ φέροντες πλακάτ. (1002, 340, 1190, 440)
body-text: ΝΕΟΝ ΔΕΛΧΙ, Αὔγουστος (Ν.Υ.Τ.).— Τὸ Νεπάλ ἐψήφισε τελευταίως νόμον ἀπαγορεύοντα τὴν πολυγαμίαν, ἡ ὁποία ἐπὶ αἰῶνας ἀπετέλει ἀναπόσπαστον τμῆμα τῆς κοινωνικῆς ζωῆς τῆς χώρας. Ὅμως, κατὰ τὴν πρᾶξιν, ὁ νόμος δὲν τηρεῖται, καθ' ὅσον ἡ τάξις τῶν ἀριστοκρατῶν ἀντιδρᾷ. (628, 548, 807, 636)
parties-headline-2: ΘΑ ΥΠΟΣΤΗΡΙΞΟΥΝ ΤΗΝ ΔΙΑΚΗΡΥΞΙΝ ΚΕΝΝΕΝΤΥ (1114, 315, 1466, 336)
headline-line: ΟΛΩΝ ΤΩΝ ΕΚΚΛΗΣΙΩΝ (454, 1733, 581, 1746)
kennedy-article (1002, 1224, 1578, 1422)
